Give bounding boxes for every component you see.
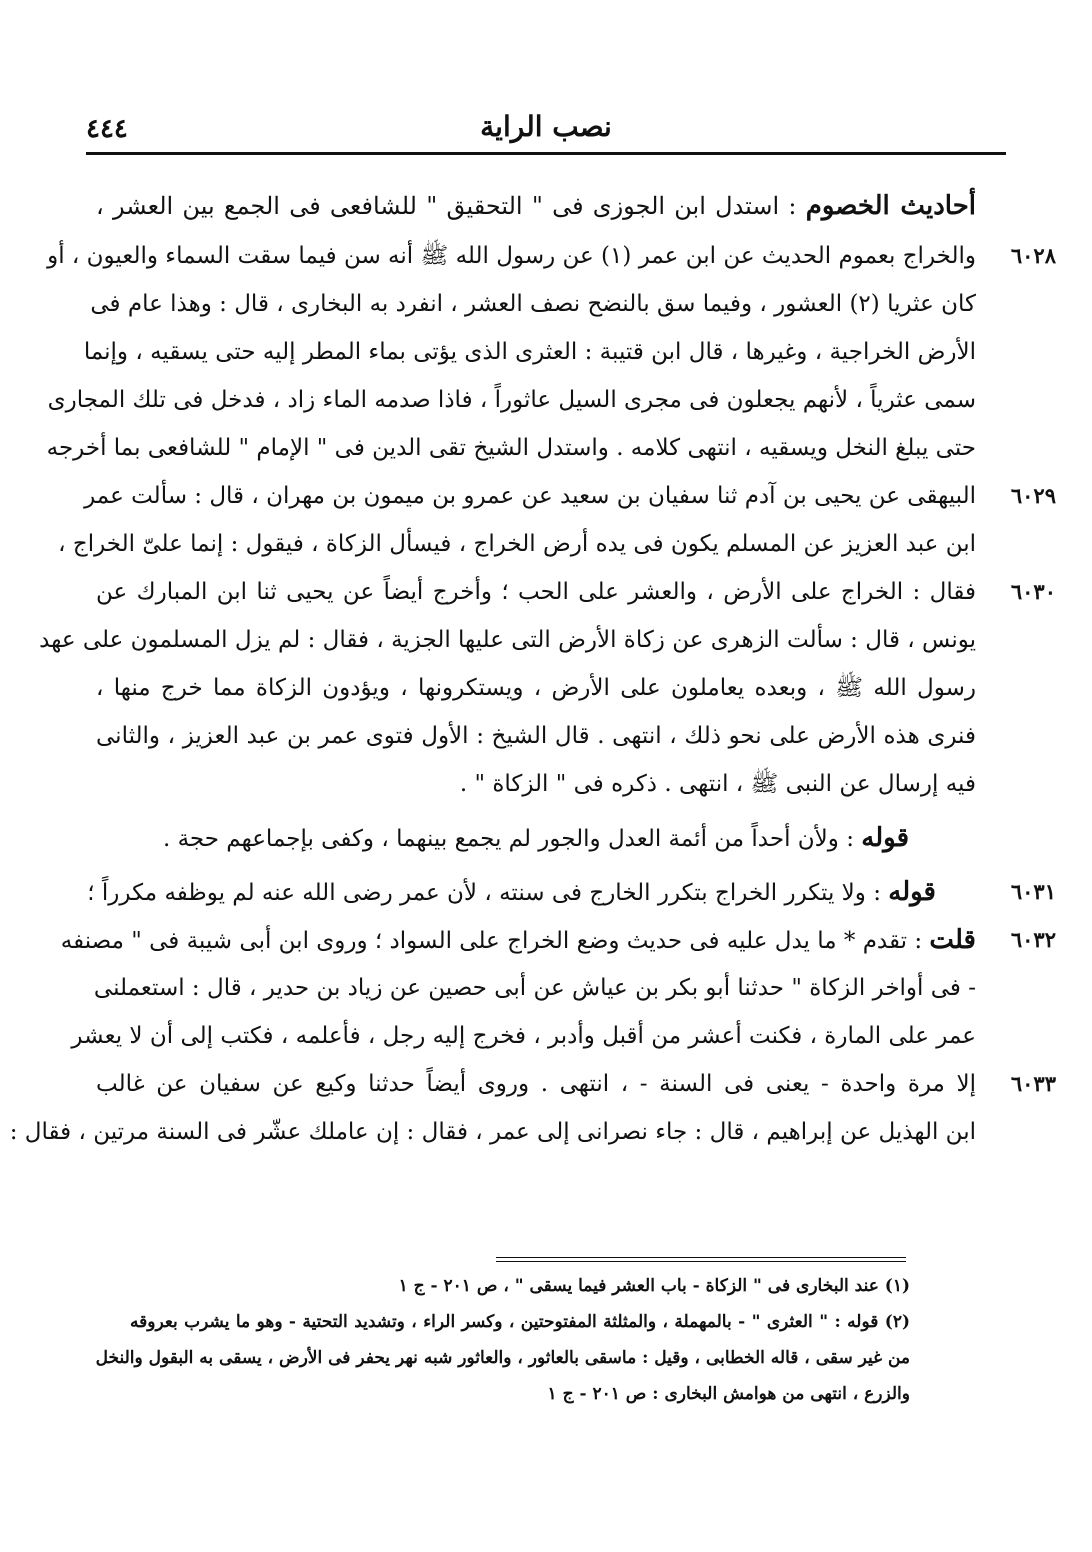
text-line xyxy=(46,424,976,472)
line-text: : تقدم * ما يدل عليه فى حديث وضع الخراج على السواد ؛ وروى ابن أبى شيبة فى " مصنفه xyxy=(60,928,923,954)
footnote-line: (١) عند البخارى فى " الزكاة - باب العشر فيما يسقى " ، ص ٢٠١ - ج ١ xyxy=(398,1276,910,1296)
line-text: كان عثريا (٢) العشور ، وفيما سق بالنضح نصف العشر ، انفرد به البخارى ، قال : وهذا عام فى xyxy=(90,291,976,317)
text-line xyxy=(47,376,976,424)
text-line xyxy=(47,232,1056,280)
text-line xyxy=(71,1012,976,1060)
page-number: ٤٤٤ xyxy=(86,114,128,144)
text-line xyxy=(58,520,976,568)
text-line xyxy=(9,1108,976,1156)
line-text: حتى يبلغ النخل ويسقيه ، انتهى كلامه . واستدل الشيخ تقى الدين فى " الإمام " للشافعى بما أخرجه xyxy=(46,435,976,461)
text-line xyxy=(90,280,976,328)
line-text: : ولأن أحداً من أئمة العدل والجور لم يجمع بينهما ، وكفى بإجماعهم حجة . xyxy=(162,826,854,852)
running-title: نصب الراية xyxy=(480,110,612,143)
text-line xyxy=(96,1060,1056,1108)
qultu-label: قلت xyxy=(929,925,976,955)
text-line xyxy=(93,964,976,1012)
line-text: فقال : الخراج على الأرض ، والعشر على الحب ؛ وأخرج أيضاً عن يحيى ثنا ابن المبارك عن xyxy=(96,579,976,605)
text-line xyxy=(96,664,976,712)
text-line xyxy=(83,328,976,376)
section-heading: أحاديث الخصوم xyxy=(805,191,976,221)
line-text: عمر على المارة ، فكنت أعشر من أقبل وأدبر ، فخرج إليه رجل ، فأعلمه ، فكتب إلى أن لا يعشر xyxy=(71,1023,976,1049)
text-line xyxy=(39,616,976,664)
line-text: ابن عبد العزيز عن المسلم يكون فى يده أرض الخراج ، فيسأل الزكاة ، فيقول : إنما علىّ الخراج ، xyxy=(58,531,976,557)
hadith-number: ٦٠٣١ xyxy=(1010,879,1056,904)
footnote-line: من غير سقى ، قاله الخطابى ، وقيل : ماسقى بالعاثور ، والعاثور شبه نهر يحفر فى الأرض ، يسقى به البقول والنخل xyxy=(95,1348,910,1368)
line-text: الأرض الخراجية ، وغيرها ، قال ابن قتيبة : العثرى الذى يؤتى بماء المطر إليه حتى يسقيه ، وإنما xyxy=(83,339,976,365)
qawluhu-label: قوله xyxy=(861,823,910,853)
hadith-number: ٦٠٣٠ xyxy=(1010,579,1056,604)
line-text: فيه إرسال عن النبى ﷺ ، انتهى . ذكره فى " الزكاة " . xyxy=(459,771,976,797)
line-text: فنرى هذه الأرض على نحو ذلك ، انتهى . قال الشيخ : الأول فتوى عمر بن عبد العزيز ، والثانى xyxy=(96,723,976,749)
text-line xyxy=(96,760,976,808)
hadith-number: ٦٠٢٩ xyxy=(1010,483,1056,508)
hadith-number: ٦٠٢٨ xyxy=(1010,243,1056,268)
footnote-rule xyxy=(496,1257,906,1262)
main-text xyxy=(9,180,1056,1156)
line-text: يونس ، قال : سألت الزهرى عن زكاة الأرض التى عليها الجزية ، فقال : لم يزل المسلمون على عهد xyxy=(39,627,976,653)
text-line xyxy=(96,568,1056,616)
footnote-line: (٢) قوله : " العثرى " - بالمهملة ، والمثلثة المفتوحتين ، وكسر الراء ، وتشديد التحتية - وهو ما يشرب بعروقه xyxy=(130,1312,910,1332)
hadith-number: ٦٠٣٣ xyxy=(1010,1071,1056,1096)
qawluhu-label: قوله xyxy=(888,877,936,907)
line-text: إلا مرة واحدة - يعنى فى السنة - ، انتهى . وروى أيضاً حدثنا وكيع عن سفيان عن غالب xyxy=(96,1071,976,1097)
line-text: رسول الله ﷺ ، وبعده يعاملون على الأرض ، ويستكرونها ، ويؤدون الزكاة مما خرج منها ، xyxy=(96,675,976,701)
line-text: ابن الهذيل عن إبراهيم ، قال : جاء نصرانى إلى عمر ، فقال : إن عاملك عشّر فى السنة مرتين ، فقال : xyxy=(9,1119,976,1145)
text-line xyxy=(96,712,976,760)
text-line xyxy=(96,814,976,862)
text-line xyxy=(96,180,976,232)
text-line xyxy=(84,472,1056,520)
footnotes xyxy=(95,1268,910,1412)
footnote-line: والزرع ، انتهى من هوامش البخارى : ص ٢٠١ - ج ١ xyxy=(547,1384,910,1404)
text-line xyxy=(87,868,1056,916)
page-header xyxy=(86,100,1006,152)
line-text: - فى أواخر الزكاة " حدثنا أبو بكر بن عياش عن أبى حصين عن زياد بن حدير ، قال : استعملنى xyxy=(93,975,976,1001)
hadith-number: ٦٠٣٢ xyxy=(1010,927,1056,952)
line-text: البيهقى عن يحيى بن آدم ثنا سفيان بن سعيد عن عمرو بن ميمون بن مهران ، قال : سألت عمر xyxy=(84,483,976,509)
header-rule xyxy=(86,152,1006,155)
line-text: سمى عثرياً ، لأنهم يجعلون فى مجرى السيل عاثوراً ، فاذا صدمه الماء زاد ، فدخل فى تلك المجارى xyxy=(47,387,976,413)
line-text: : ولا يتكرر الخراج بتكرر الخارج فى سنته ، لأن عمر رضى الله عنه لم يوظفه مكرراً ؛ xyxy=(87,880,881,906)
line-text: والخراج بعموم الحديث عن ابن عمر (١) عن رسول الله ﷺ أنه سن فيما سقت السماء والعيون ، أو xyxy=(47,243,976,269)
text-line xyxy=(60,916,1056,964)
line-text: : استدل ابن الجوزى فى " التحقيق " للشافعى فى الجمع بين العشر ، xyxy=(96,192,797,220)
